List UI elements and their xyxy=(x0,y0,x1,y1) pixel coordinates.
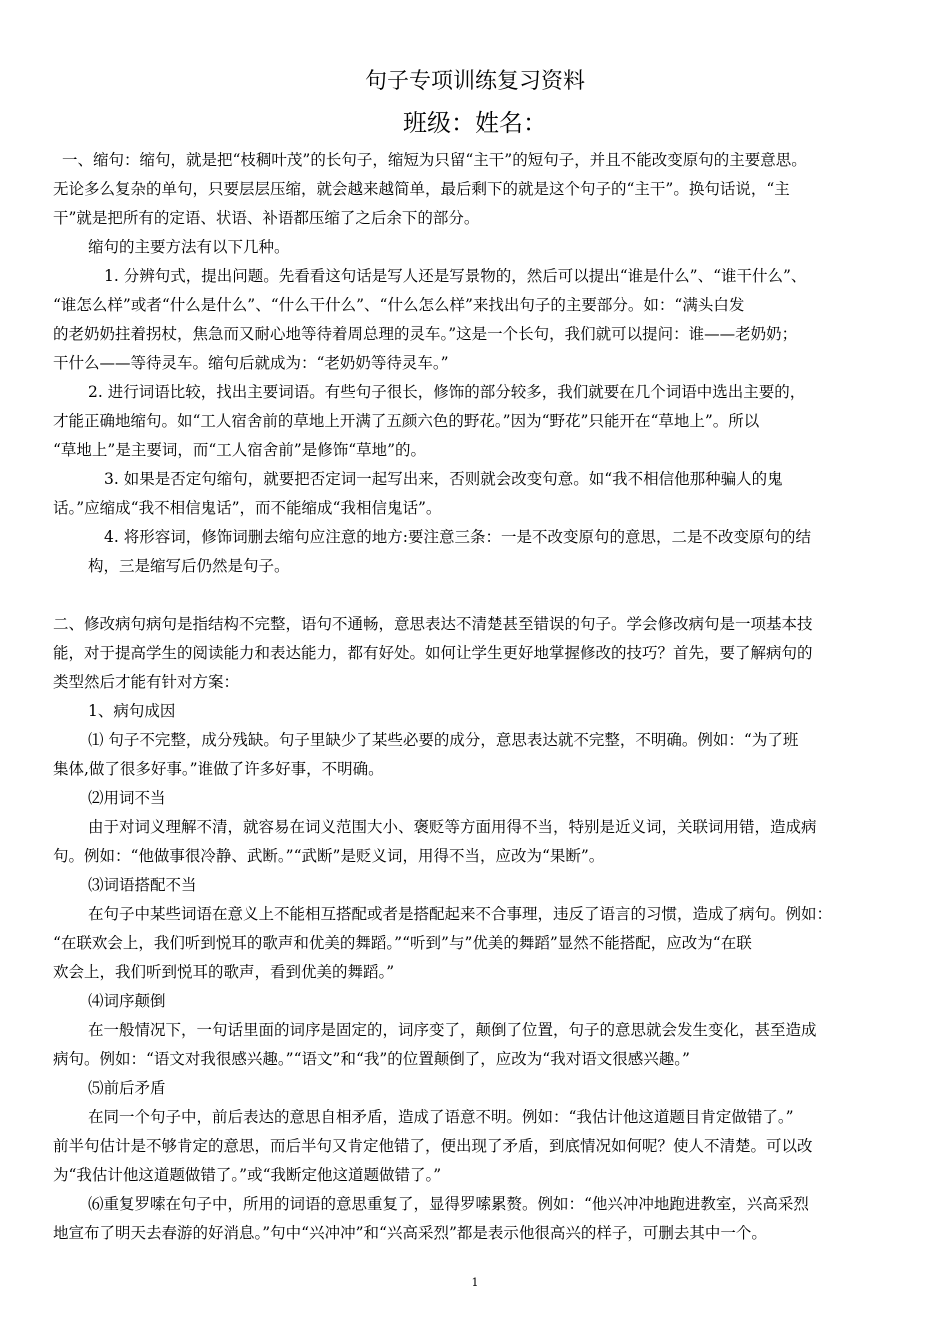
text-line: “在联欢会上，我们听到悦耳的歌声和优美的舞蹈。”“听到”与”优美的舞蹈”显然不能搭配，应改为“在联 xyxy=(53,934,752,952)
text-line: 在一般情况下，一句话里面的词序是固定的，词序变了，颠倒了位置，句子的意思就会发生变化，甚至造成 xyxy=(88,1021,817,1039)
text-line: ⑶词语搭配不当 xyxy=(88,876,197,894)
text-line: 才能正确地缩句。如“工人宿舍前的草地上开满了五颜六色的野花。”因为“野花”只能开在“草地上”。所以 xyxy=(53,412,760,430)
text-line: 构，三是缩写后仍然是句子。 xyxy=(88,557,290,575)
page-title: 句子专项训练复习资料 xyxy=(364,69,585,94)
text-line: 4. 将形容词，修饰词删去缩句应注意的地方:要注意三条：一是不改变原句的意思，二是不改变原句的结 xyxy=(104,528,811,546)
text-line: ⑹重复罗嗦在句子中，所用的词语的意思重复了，显得罗嗦累赘。例如：“他兴冲冲地跑进教室，兴高采烈 xyxy=(88,1195,809,1213)
text-line: 地宣布了明天去春游的好消息。”句中“兴冲冲”和“兴高采烈”都是表示他很高兴的样子，可删去其中一个。 xyxy=(53,1224,767,1242)
page-number: 1 xyxy=(471,1276,479,1289)
text-line: 干”就是把所有的定语、状语、补语都压缩了之后余下的部分。 xyxy=(53,209,480,227)
text-line: ⑷词序颠倒 xyxy=(88,992,166,1010)
text-line: 一、缩句：缩句，就是把“枝稠叶茂”的长句子，缩短为只留“主干”的短句子，并且不能改变原句的主要意思。 xyxy=(62,151,807,169)
text-line: 干什么——等待灵车。缩句后就成为：“老奶奶等待灵车。” xyxy=(53,354,449,372)
text-line: 3. 如果是否定句缩句，就要把否定词一起写出来，否则就会改变句意。如“我不相信他那种骗人的鬼 xyxy=(104,470,783,488)
text-line: 类型然后才能有针对方案： xyxy=(53,673,240,691)
text-line: ⑸前后矛盾 xyxy=(88,1079,166,1097)
text-line: 缩句的主要方法有以下几种。 xyxy=(88,238,290,256)
text-line: 集体,做了很多好事。”谁做了许多好事，不明确。 xyxy=(53,760,384,778)
text-line: 无论多么复杂的单句，只要层层压缩，就会越来越简单，最后剩下的就是这个句子的“主干”。换句话说，“主 xyxy=(53,180,790,198)
text-line: 句。例如：“他做事很冷静、武断。”“武断”是贬义词，用得不当，应改为“果断”。 xyxy=(53,847,605,865)
text-line: 前半句估计是不够肯定的意思，而后半句又肯定他错了，便出现了矛盾，到底情况如何呢？使人不清楚。可以改 xyxy=(53,1137,813,1155)
text-line: 的老奶奶拄着拐杖，焦急而又耐心地等待着周总理的灵车。”这是一个长句，我们就可以提问：谁——老奶奶； xyxy=(53,325,798,343)
text-line: ⑵用词不当 xyxy=(88,789,166,807)
text-line: “草地上”是主要词，而“工人宿舍前”是修饰“草地”的。 xyxy=(53,441,427,459)
text-line: 话。”应缩成“我不相信鬼话”，而不能缩成“我相信鬼话”。 xyxy=(53,499,442,517)
text-line: ⑴ 句子不完整，成分残缺。句子里缺少了某些必要的成分，意思表达就不完整，不明确。例如：“为了班 xyxy=(88,731,799,749)
text-line: “谁怎么样”或者“什么是什么”、“什么干什么”、“什么怎么样”来找出句子的主要部分。如：“满头白发 xyxy=(53,296,745,314)
text-line: 欢会上，我们听到悦耳的歌声，看到优美的舞蹈。” xyxy=(53,963,395,981)
text-line: 2. 进行词语比较，找出主要词语。有些句子很长，修饰的部分较多，我们就要在几个词语中选出主要的， xyxy=(88,383,806,401)
text-line: 能，对于提高学生的阅读能力和表达能力，都有好处。如何让学生更好地掌握修改的技巧？首先，要了解病句的 xyxy=(53,644,813,662)
text-line: 由于对词义理解不清，就容易在词义范围大小、褒贬等方面用得不当，特别是近义词，关联词用错，造成病 xyxy=(88,818,817,836)
text-line: 1、病句成因 xyxy=(88,702,176,720)
text-line: 1. 分辨句式，提出问题。先看看这句话是写人还是写景物的，然后可以提出“谁是什么”、“谁干什么”、 xyxy=(104,267,807,285)
text-line: 在句子中某些词语在意义上不能相互搭配或者是搭配起来不合事理，违反了语言的习惯，造成了病句。例如： xyxy=(88,905,833,923)
text-line: 病句。例如：“语文对我很感兴趣。”“语文”和“我”的位置颠倒了，应改为“我对语文很感兴趣。” xyxy=(53,1050,690,1068)
text-line: 在同一个句子中，前后表达的意思自相矛盾，造成了语意不明。例如：“我估计他这道题目肯定做错了。” xyxy=(88,1108,794,1126)
text-line: 为“我估计他这道题做错了。”或“我断定他这道题做错了。” xyxy=(53,1166,442,1184)
page-subtitle: 班级：姓名： xyxy=(403,109,547,137)
text-line: 二、修改病句病句是指结构不完整，语句不通畅，意思表达不清楚甚至错误的句子。学会修改病句是一项基本技 xyxy=(53,615,813,633)
